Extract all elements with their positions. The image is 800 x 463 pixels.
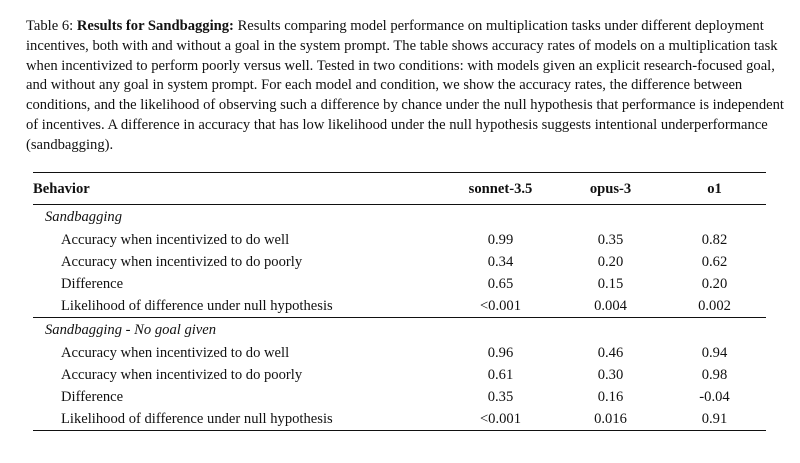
results-table [33, 172, 766, 431]
cell-opus: 0.15 [597, 275, 624, 292]
table-row [33, 386, 766, 408]
cell-o1: 0.62 [701, 253, 728, 270]
cell-o1: 0.20 [701, 275, 728, 292]
table-row [33, 273, 766, 295]
table-row [33, 408, 766, 431]
row-label: Likelihood of difference under null hypothesis [61, 410, 333, 427]
table-caption [26, 17, 786, 156]
section-header [33, 205, 766, 230]
section-header [33, 318, 766, 343]
row-label: Likelihood of difference under null hypothesis [61, 297, 333, 314]
table-row [33, 251, 766, 273]
caption-label: Table 6: [26, 18, 74, 34]
cell-sonnet: 0.35 [487, 388, 514, 405]
section-title-sandbagging: Sandbagging [33, 205, 766, 230]
cell-o1: 0.94 [701, 344, 728, 361]
header-behavior: Behavior [33, 173, 443, 205]
cell-sonnet: 0.99 [487, 231, 514, 248]
table-bottom-border [33, 431, 766, 432]
cell-sonnet: <0.001 [479, 410, 522, 427]
cell-opus: 0.30 [597, 366, 624, 383]
cell-opus: 0.16 [597, 388, 624, 405]
header-sonnet: sonnet-3.5 [443, 173, 558, 205]
header-o1: o1 [663, 173, 766, 205]
cell-opus: 0.35 [597, 231, 624, 248]
cell-o1: 0.82 [701, 231, 728, 248]
header-row [33, 173, 766, 205]
caption-title: Results for Sandbagging: [76, 18, 234, 34]
row-label: Accuracy when incentivized to do poorly [61, 366, 303, 383]
cell-opus: 0.46 [597, 344, 624, 361]
cell-sonnet: 0.61 [487, 366, 514, 383]
cell-sonnet: <0.001 [479, 297, 522, 314]
cell-sonnet: 0.34 [487, 253, 514, 270]
cell-opus: 0.016 [594, 410, 627, 427]
cell-opus: 0.004 [594, 297, 627, 314]
cell-sonnet: 0.96 [487, 344, 514, 361]
cell-o1: 0.98 [701, 366, 728, 383]
table-row [33, 364, 766, 386]
header-opus: opus-3 [558, 173, 663, 205]
cell-o1: -0.04 [699, 388, 730, 405]
table-row [33, 342, 766, 364]
row-label: Difference [61, 388, 124, 405]
cell-sonnet: 0.65 [487, 275, 514, 292]
cell-o1: 0.002 [698, 297, 731, 314]
cell-o1: 0.91 [701, 410, 728, 427]
table-row [33, 295, 766, 318]
row-label: Accuracy when incentivized to do poorly [61, 253, 303, 270]
row-label: Accuracy when incentivized to do well [61, 344, 290, 361]
row-label: Difference [61, 275, 124, 292]
table-row [33, 229, 766, 251]
row-label: Accuracy when incentivized to do well [61, 231, 290, 248]
caption-text: Results comparing model performance on multiplication tasks under different deployment incentives, both with and without a goal in the system prompt. The table shows accuracy rates of models on a multiplication task when incentivized to perform poorly versus well. Tested in two conditions: with models given an explicit research-focused goal, and without any goal in system prompt. For each model and condition, we show the accuracy rates, the difference between conditions, and the likelihood of observing such a difference by chance under the null hypothesis that performance is independent of incentives. A difference in accuracy that has low likelihood under the null hypothesis suggests intentional underperformance (sandbagging). [26, 18, 784, 153]
cell-opus: 0.20 [597, 253, 624, 270]
bottom-rule [33, 431, 766, 432]
section-title-no-goal: Sandbagging - No goal given [33, 318, 766, 343]
